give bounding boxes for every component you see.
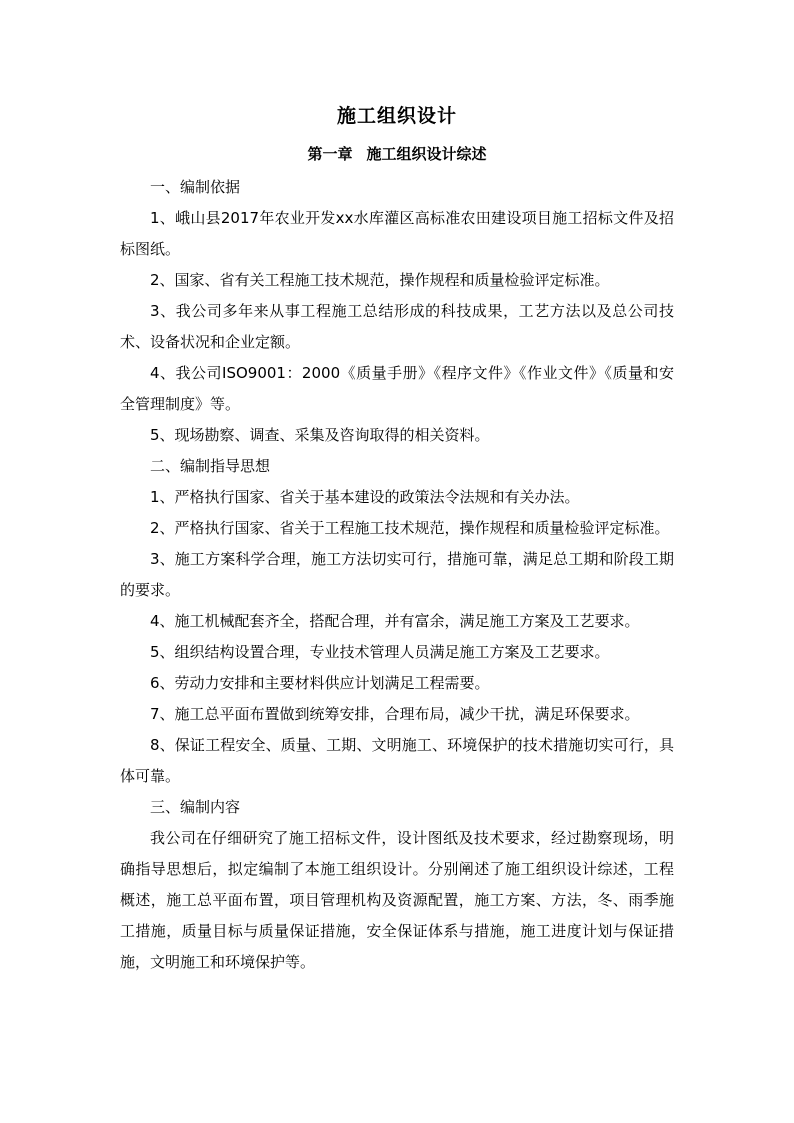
paragraph: 6、劳动力安排和主要材料供应计划满足工程需要。 — [150, 674, 490, 692]
section-heading: 二、编制指导思想 — [150, 457, 271, 475]
paragraph: 我公司在仔细研究了施工招标文件，设计图纸及技术要求，经过勘察现场，明确指导思想后，拟定编制了本施工组织设计。分别阐述了施工组织设计综述，工程概述，施工总平面布置，项目管理机构及资源配置，施工方案、方法，冬、雨季施工措施，质量目标与质量保证措施，安全保证体系与措施，施工进度计划与保证措施，文明施工和环境保护等。 — [120, 829, 674, 971]
paragraph: 7、施工总平面布置做到统筹安排，合理布局，减少干扰，满足环保要求。 — [150, 705, 640, 723]
chapter-title — [120, 136, 674, 172]
paragraph: 1、峨山县2017年农业开发xx水库灌区高标准农田建设项目施工招标文件及招标图纸。 — [120, 209, 674, 258]
paragraph: 4、施工机械配套齐全，搭配合理，并有富余，满足施工方案及工艺要求。 — [150, 612, 640, 630]
paragraph: 4、我公司ISO9001：2000《质量手册》《程序文件》《作业文件》《质量和安全管理制度》等。 — [120, 364, 674, 413]
paragraph: 5、组织结构设置合理，专业技术管理人员满足施工方案及工艺要求。 — [150, 643, 610, 661]
paragraph: 5、现场勘察、调查、采集及咨询取得的相关资料。 — [150, 426, 490, 444]
section-guiding-principles — [120, 451, 674, 792]
paragraph: 3、施工方案科学合理，施工方法切实可行，措施可靠，满足总工期和阶段工期的要求。 — [120, 550, 674, 599]
paragraph: 8、保证工程安全、质量、工期、文明施工、环境保护的技术措施切实可行，具体可靠。 — [120, 736, 674, 785]
paragraph: 3、我公司多年来从事工程施工总结形成的科技成果，工艺方法以及总公司技术、设备状况和企业定额。 — [120, 302, 674, 351]
document-page — [120, 96, 674, 978]
paragraph: 2、国家、省有关工程施工技术规范，操作规程和质量检验评定标准。 — [150, 271, 610, 289]
section-heading: 三、编制内容 — [150, 798, 241, 816]
document-title: 施工组织设计 — [336, 105, 457, 127]
paragraph: 1、严格执行国家、省关于基本建设的政策法令法规和有关办法。 — [150, 488, 580, 506]
paragraph: 2、严格执行国家、省关于工程施工技术规范，操作规程和质量检验评定标准。 — [150, 519, 670, 537]
chapter-number: 第一章 — [307, 145, 353, 163]
section-basis — [120, 172, 674, 451]
chapter-name: 施工组织设计综述 — [366, 145, 487, 163]
section-contents — [120, 792, 674, 978]
section-heading: 一、编制依据 — [150, 178, 241, 196]
